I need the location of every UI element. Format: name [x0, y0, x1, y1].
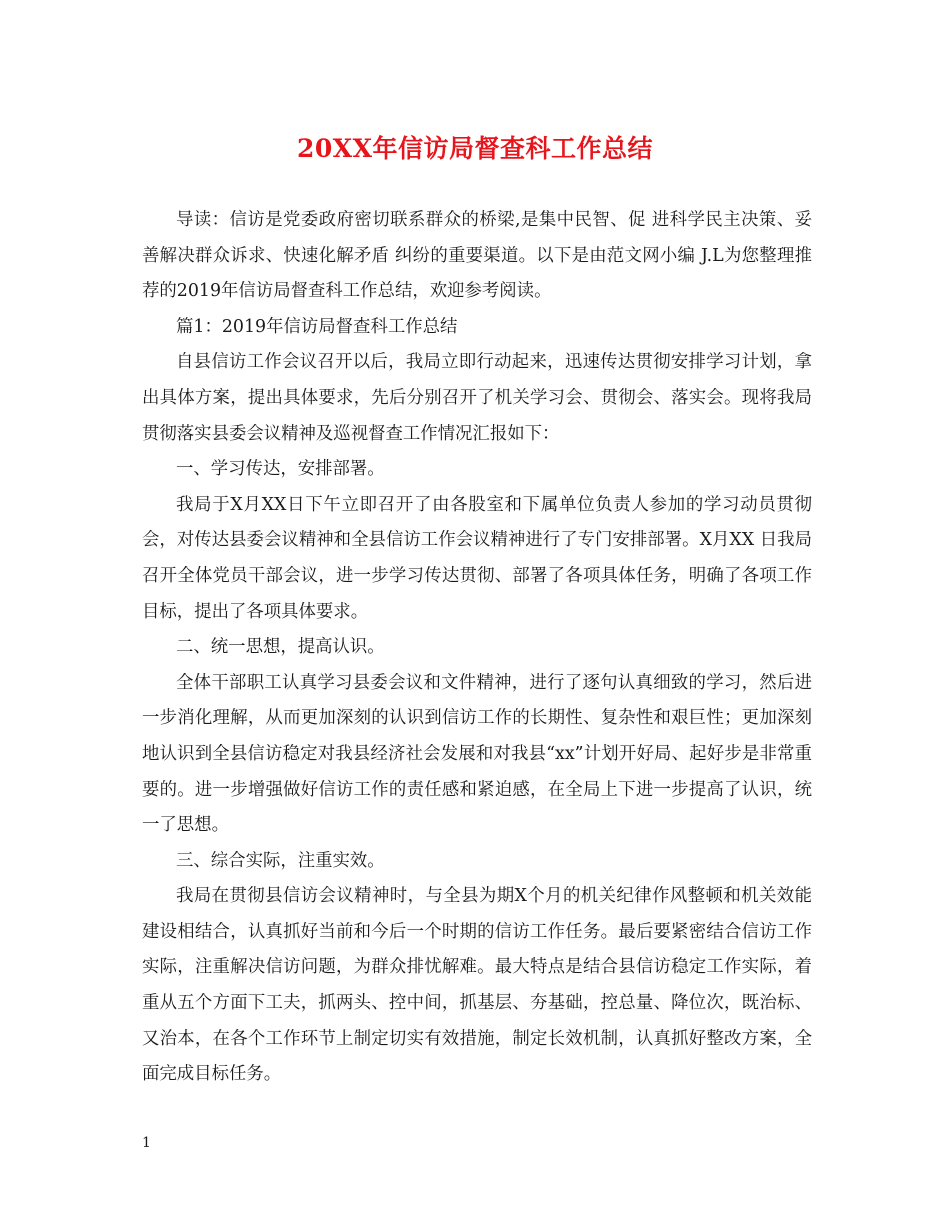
intro-paragraph: 导读：信访是党委政府密切联系群众的桥梁,是集中民智、促 进科学民主决策、妥善解决群众诉求、快速化解矛盾 纠纷的重要渠道。以下是由范文网小编 J.L为您整理推荐的2019年信访局督查科工作总结，欢迎参考阅读。: [142, 210, 812, 302]
document-body: [142, 203, 812, 1093]
page-number: 1: [142, 1135, 151, 1151]
body-paragraph: 我局于X月XX日下午立即召开了由各股室和下属单位负责人参加的学习动员贯彻会，对传达县委会议精神和全县信访工作会议精神进行了专门安排部署。X月XX 日我局召开全体党员干部会议，进一步学习传达贯彻、部署了各项具体任务，明确了各项工作目标，提出了各项具体要求。: [142, 494, 812, 622]
chapter-heading: 篇1：2019年信访局督查科工作总结: [176, 316, 458, 337]
document-title: 20XX年信访局督查科工作总结: [296, 134, 654, 163]
body-paragraph: 自县信访工作会议召开以后，我局立即行动起来，迅速传达贯彻安排学习计划，拿出具体方案，提出具体要求，先后分别召开了机关学习会、贯彻会、落实会。现将我局贯彻落实县委会议精神及巡视督查工作情况汇报如下：: [142, 352, 812, 444]
body-paragraph: 我局在贯彻县信访会议精神时，与全县为期X个月的机关纪律作风整顿和机关效能建设相结合，认真抓好当前和今后一个时期的信访工作任务。最后要紧密结合信访工作实际，注重解决信访问题，为群众排忧解难。最大特点是结合县信访稳定工作实际，着重从五个方面下工夫，抓两头、控中间，抓基层、夯基础，控总量、降位次，既治标、又治本，在各个工作环节上制定切实有效措施，制定长效机制，认真抓好整改方案，全面完成目标任务。: [142, 886, 812, 1085]
body-paragraph: 全体干部职工认真学习县委会议和文件精神，进行了逐句认真细致的学习，然后进一步消化理解，从而更加深刻的认识到信访工作的长期性、复杂性和艰巨性；更加深刻地认识到全县信访稳定对我县经济社会发展和对我县“xx”计划开好局、起好步是非常重要的。进一步增强做好信访工作的责任感和紧迫感，在全局上下进一步提高了认识，统一了思想。: [142, 672, 812, 836]
section-heading: 三、综合实际，注重实效。: [176, 850, 385, 871]
section-heading: 二、统一思想，提高认识。: [176, 637, 385, 658]
section-heading: 一、学习传达，安排部署。: [176, 459, 385, 480]
